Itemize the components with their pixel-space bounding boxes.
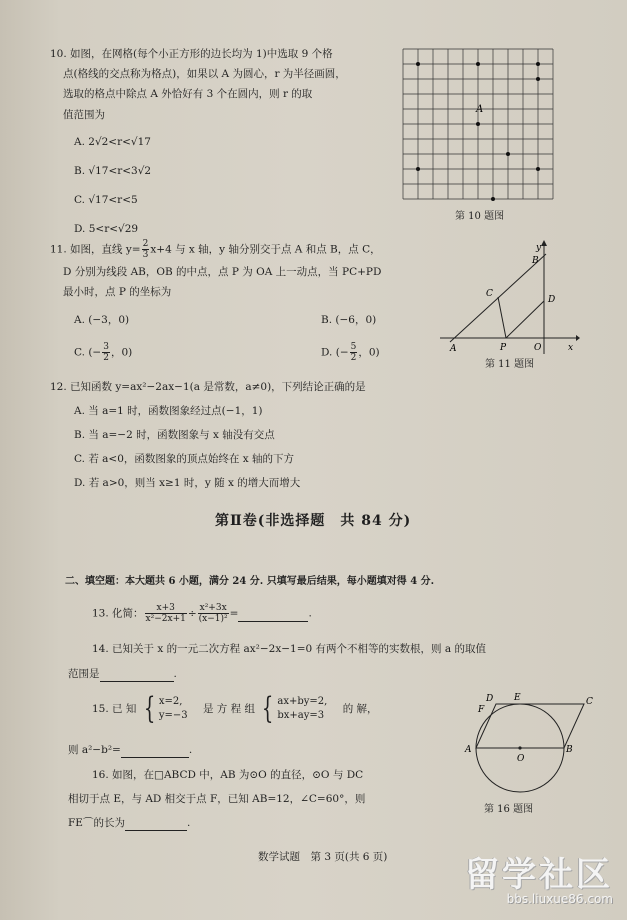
q10-option-d: D. 5<r<√29 [74, 223, 139, 235]
q11-label-a: A [450, 344, 457, 354]
q13-fraction-1 [145, 603, 187, 624]
q13-lead: 13. 化简： [92, 607, 144, 620]
q10-lattice-point [536, 167, 540, 171]
q16-caption: 第 16 题图 [484, 804, 534, 815]
q10-grid-figure [398, 44, 558, 204]
q10-lattice-point [536, 77, 540, 81]
q10-caption: 第 10 题图 [455, 211, 505, 222]
q11-label-p: P [500, 343, 507, 353]
q16-center-point [518, 746, 521, 749]
q11-option-d [321, 342, 380, 363]
q15-system-1-row1: x=2, [158, 696, 183, 707]
q11-option-d-start: D. (− [321, 346, 349, 359]
q12-option-c: C. 若 a<0，函数图象的顶点始终在 x 轴的下方 [74, 453, 295, 465]
q11-x-axis-arrow [576, 335, 580, 341]
q15-system-2-row2: bx+ay=3 [277, 710, 325, 721]
q11-line1-start: 11. 如图，直线 y= [50, 243, 141, 256]
q11-option-d-end: ，0) [358, 346, 380, 359]
q15-answer-blank [121, 743, 189, 758]
q16-line3 [68, 816, 190, 831]
q12-option-b: B. 当 a=−2 时，函数图象与 x 轴没有交点 [74, 429, 275, 441]
q11-label-x: x [568, 343, 574, 353]
q13-divide-sign: ÷ [187, 607, 197, 620]
q10-line3: 选取的格点中除点 A 外恰好有 3 个在圆内，则 r 的取 [63, 88, 313, 100]
q13-answer-blank [238, 607, 308, 622]
q16-line3-text: FE⌒的长为 [68, 817, 125, 829]
q11-label-o: O [534, 343, 542, 353]
q15-line2 [68, 743, 192, 758]
q11-caption: 第 11 题图 [485, 359, 535, 370]
q11-option-c-den: 2 [103, 353, 109, 363]
q14-line2 [68, 667, 177, 682]
q11-label-d: D [548, 295, 556, 305]
q11-option-c [74, 342, 132, 363]
q11-slope-fraction [142, 239, 150, 260]
q15-system-1-row2: y=−3 [158, 710, 188, 721]
q12-line1: 12. 已知函数 y=ax²−2ax−1(a 是常数，a≠0)，下列结论正确的是 [50, 381, 366, 393]
q10-option-c: C. √17<r<5 [74, 194, 138, 206]
q11-line1-end: x+4 与 x 轴，y 轴分别交于点 A 和点 B，点 C， [150, 243, 381, 256]
q16-label-d: D [486, 694, 494, 704]
part2-intro: 二、填空题：本大题共 6 小题，满分 24 分. 只填写最后结果，每小题填对得 4 分. [65, 576, 435, 587]
q13-fraction-2 [198, 603, 229, 624]
q11-option-c-fraction [102, 342, 110, 363]
q16-label-e: E [514, 693, 521, 703]
q15-end: . [188, 744, 193, 756]
q14-answer-blank [100, 667, 174, 682]
q11-option-c-end: ，0) [110, 346, 133, 359]
q11-option-c-start: C. (− [74, 346, 102, 359]
q16-label-o: O [517, 754, 525, 764]
q16-label-c: C [586, 697, 593, 707]
q11-option-d-fraction [350, 342, 358, 363]
q15-system-1 [159, 695, 188, 723]
q16-answer-blank [125, 816, 187, 831]
q15-middle: 是 方 程 组 [202, 703, 255, 715]
q14-line2-text: 范围是 [68, 668, 100, 680]
q11-label-b: B [532, 256, 539, 266]
q15-tail: 的 解， [342, 703, 378, 715]
q13-fraction-2-num: x²+3x [199, 603, 227, 613]
page-footer: 数学试题 第 3 页(共 6 页) [258, 851, 388, 863]
q15-line1 [92, 691, 378, 726]
q16-figure [460, 686, 593, 802]
q11-slope-num: 2 [142, 239, 149, 249]
q10-lattice-point [506, 152, 510, 156]
q13-line [92, 603, 312, 624]
q11-option-b: B. (−6，0) [321, 314, 377, 326]
section-title: 第Ⅱ卷(非选择题 共 84 分) [215, 513, 412, 529]
q11-line2: D 分别为线段 AB，OB 的中点，点 P 为 OA 上一动点，当 PC+PD [63, 266, 382, 278]
q16-line1: 16. 如图，在□ABCD 中，AB 为⊙O 的直径，⊙O 与 DC [92, 769, 364, 781]
q10-lattice-point [536, 62, 540, 66]
q11-segment-pc [498, 297, 506, 338]
q10-lattice-point [416, 62, 420, 66]
q10-lattice-point [491, 197, 495, 201]
q10-line4: 值范围为 [63, 109, 105, 121]
q16-end: . [186, 817, 191, 829]
watermark-logo [465, 847, 613, 906]
q11-slope-den: 3 [142, 250, 149, 260]
q10-lattice-point [476, 122, 480, 126]
q11-option-d-num: 5 [350, 342, 357, 352]
q16-label-f: F [478, 705, 485, 715]
q13-fraction-2-den: (x−1)² [198, 614, 228, 624]
q11-y-axis-arrow [541, 240, 547, 246]
q14-line1: 14. 已知关于 x 的一元二次方程 ax²−2x−1=0 有两个不相等的实数根，则 a 的取值 [92, 643, 486, 655]
q12-option-a: A. 当 a=1 时，函数图象经过点(−1，1) [74, 405, 263, 417]
q14-end: . [173, 668, 177, 680]
q11-line1 [50, 239, 381, 260]
q10-line1: 10. 如图，在网格(每个小正方形的边长均为 1)中选取 9 个格 [50, 48, 333, 60]
q11-segment-pd [506, 301, 544, 338]
q10-line2: 点(格线的交点称为格点)，如果以 A 为圆心，r 为半径画圆， [63, 68, 346, 80]
q10-option-a: A. 2√2<r<√17 [74, 136, 151, 148]
q12-option-d: D. 若 a>0，则当 x≥1 时，y 随 x 的增大而增大 [74, 477, 301, 489]
watermark-url: bbs.liuxue86.com [506, 892, 613, 906]
q10-lattice-point [476, 62, 480, 66]
q16-line2: 相切于点 E，与 AD 相交于点 F，已知 AB=12，∠C=60°，则 [68, 793, 366, 805]
q11-figure [440, 238, 580, 356]
watermark-main: 留学社区 [465, 855, 613, 895]
q11-option-d-den: 2 [350, 353, 357, 363]
q11-line3: 最小时，点 P 的坐标为 [63, 286, 172, 298]
q10-option-b: B. √17<r<3√2 [74, 165, 152, 177]
q11-option-a: A. (−3，0) [74, 314, 130, 326]
q15-brace-2: { [262, 691, 274, 726]
q15-brace-1: { [143, 691, 155, 726]
q11-option-c-num: 3 [103, 342, 109, 352]
q13-end: . [308, 607, 312, 620]
q16-parallelogram [476, 704, 584, 748]
q11-label-y: y [536, 243, 542, 253]
q16-label-b: B [566, 745, 573, 755]
q10-point-a-label: A [476, 104, 484, 115]
q11-label-c: C [486, 289, 493, 299]
q13-fraction-1-den: x²−2x+1 [145, 614, 186, 624]
q15-lead: 15. 已 知 [92, 703, 137, 715]
q13-equals: = [229, 607, 239, 620]
q15-system-2 [277, 695, 327, 723]
q10-lattice-point [416, 167, 420, 171]
q16-label-a: A [465, 745, 472, 755]
q13-fraction-1-num: x+3 [145, 603, 187, 614]
q15-line2-text: 则 a²−b²= [68, 744, 121, 756]
q15-system-2-row1: ax+by=2, [277, 696, 328, 707]
